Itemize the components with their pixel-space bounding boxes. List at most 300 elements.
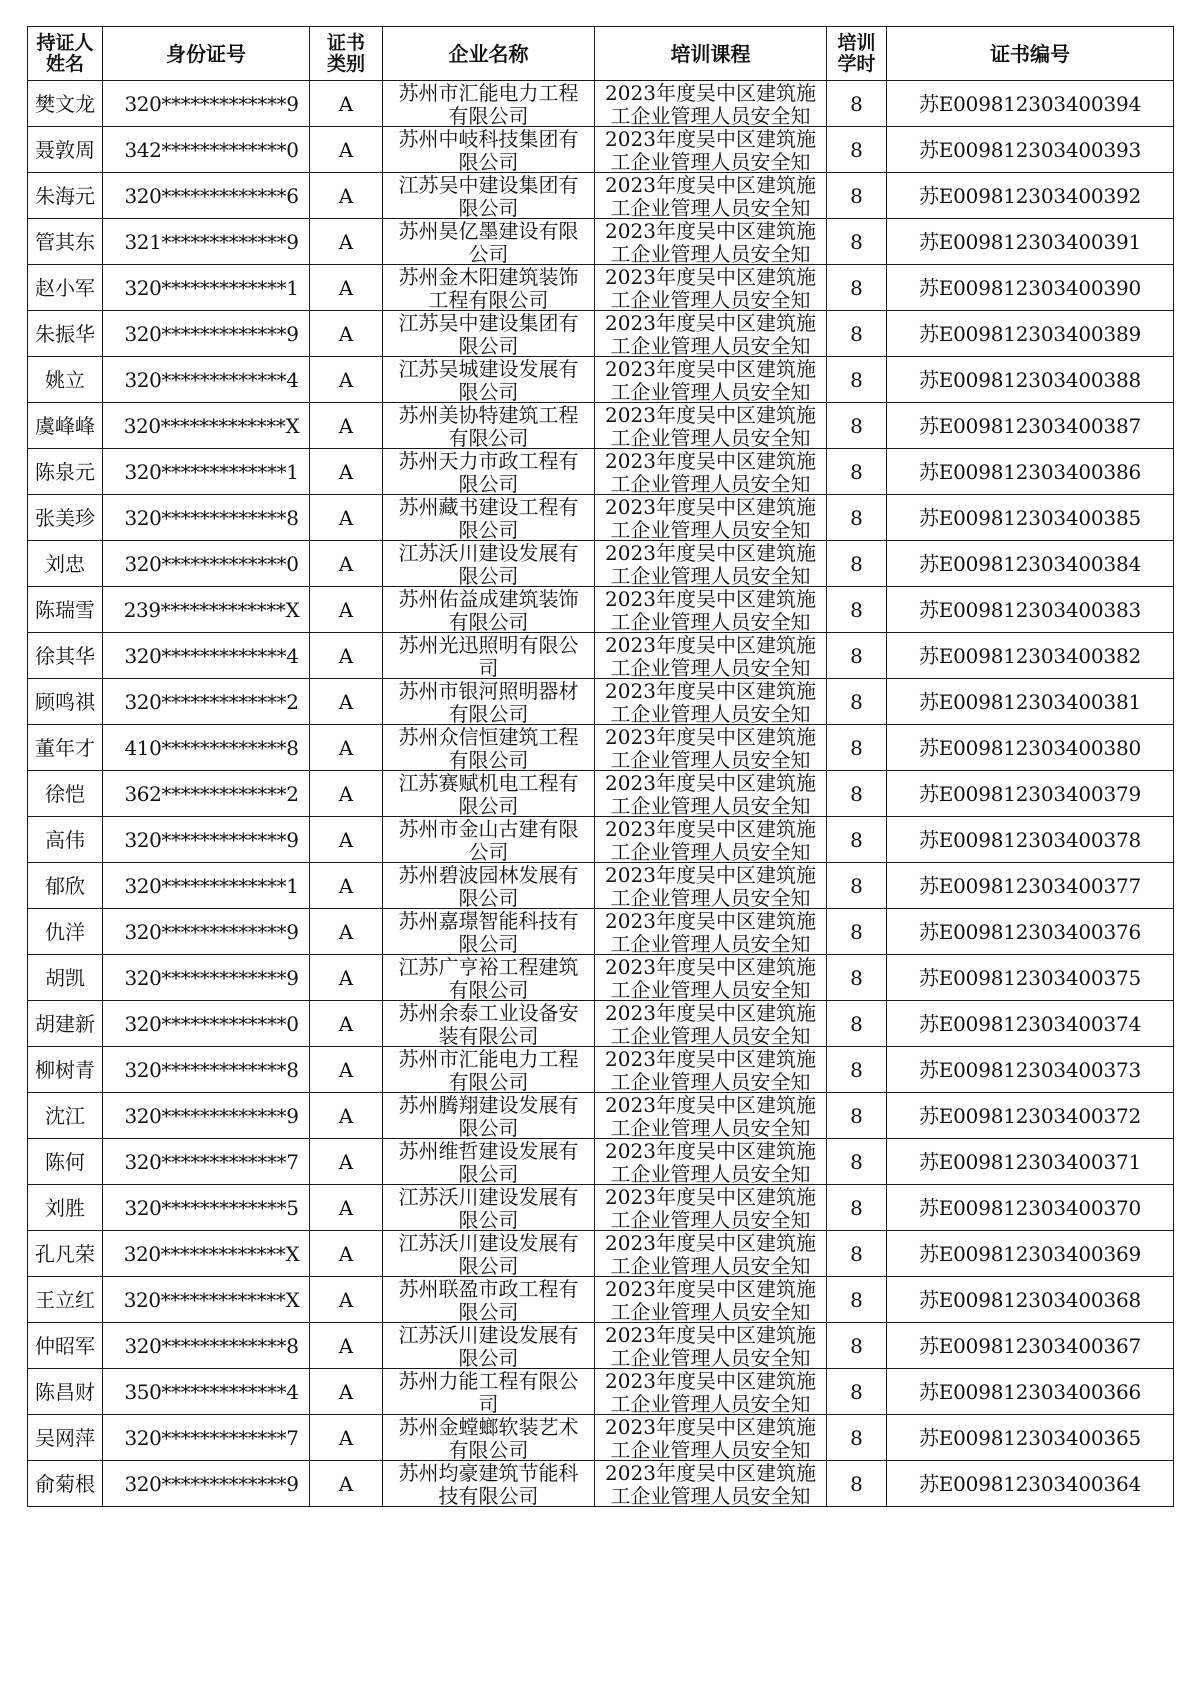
table-row	[28, 955, 1174, 1001]
holder-name-cell: 仇洋	[28, 909, 103, 955]
training-course-cell-text	[595, 1047, 826, 1092]
table-row	[28, 541, 1174, 587]
company-name-cell-line-1: 苏州中岐科技集团有	[398, 127, 579, 151]
training-course-cell	[595, 449, 827, 495]
table-row	[28, 1047, 1174, 1093]
company-name-cell	[383, 311, 595, 357]
training-course-cell-line-2: 工企业管理人员安全知	[610, 1484, 811, 1506]
company-name-cell-line-2: 限公司	[458, 1346, 519, 1368]
company-name-cell-text	[383, 1277, 594, 1322]
holder-name-cell: 陈何	[28, 1139, 103, 1185]
training-course-cell-line-2: 工企业管理人员安全知	[610, 656, 811, 678]
company-name-cell-text	[383, 1323, 594, 1368]
cert-category-cell: A	[310, 81, 383, 127]
company-name-cell-line-1: 江苏沃川建设发展有	[398, 1231, 579, 1255]
id-number-cell: 321*************9	[103, 219, 310, 265]
table-row	[28, 725, 1174, 771]
company-name-cell-text	[383, 1093, 594, 1138]
company-name-cell-line-1: 江苏沃川建设发展有	[398, 541, 579, 565]
company-name-cell	[383, 1093, 595, 1139]
training-hours-cell: 8	[827, 817, 887, 863]
id-number-cell: 320*************1	[103, 863, 310, 909]
company-name-cell-text	[383, 1139, 594, 1184]
company-name-cell-line-2: 限公司	[458, 886, 519, 908]
id-number-cell: 320*************4	[103, 633, 310, 679]
company-name-cell	[383, 1277, 595, 1323]
training-course-cell-text	[595, 587, 826, 632]
cert-category-cell: A	[310, 1185, 383, 1231]
training-course-cell-line-2: 工企业管理人员安全知	[610, 1116, 811, 1138]
training-course-cell-text	[595, 173, 826, 218]
company-name-cell-line-2: 技有限公司	[438, 1484, 539, 1506]
cert-number-cell: 苏E009812303400369	[887, 1231, 1174, 1277]
company-name-cell-line-2: 限公司	[458, 1300, 519, 1322]
training-course-cell-line-1: 2023年度吴中区建筑施	[605, 1415, 816, 1439]
table-row	[28, 219, 1174, 265]
cert-category-cell: A	[310, 449, 383, 495]
training-hours-cell: 8	[827, 955, 887, 1001]
company-name-cell-line-1: 苏州市银河照明器材	[398, 679, 579, 703]
training-course-cell-line-2: 工企业管理人员安全知	[610, 564, 811, 586]
cert-number-cell: 苏E009812303400364	[887, 1461, 1174, 1507]
header-company-name-label: 企业名称	[448, 41, 529, 66]
company-name-cell-line-2: 司	[478, 1392, 499, 1414]
company-name-cell-line-1: 苏州众信恒建筑工程	[398, 725, 579, 749]
cert-number-cell: 苏E009812303400386	[887, 449, 1174, 495]
training-course-cell-line-2: 工企业管理人员安全知	[610, 702, 811, 724]
training-course-cell-line-2: 工企业管理人员安全知	[610, 1254, 811, 1276]
table-row	[28, 863, 1174, 909]
training-course-cell-line-2: 工企业管理人员安全知	[610, 196, 811, 218]
training-course-cell	[595, 357, 827, 403]
training-course-cell-line-1: 2023年度吴中区建筑施	[605, 863, 816, 887]
holder-name-cell: 胡凯	[28, 955, 103, 1001]
id-number-cell: 320*************0	[103, 1001, 310, 1047]
training-course-cell	[595, 633, 827, 679]
company-name-cell-line-1: 江苏吴中建设集团有	[398, 311, 579, 335]
holder-name-cell: 陈瑞雪	[28, 587, 103, 633]
table-body	[28, 81, 1174, 1507]
training-course-cell-text	[595, 863, 826, 908]
holder-name-cell: 沈江	[28, 1093, 103, 1139]
id-number-cell: 342*************0	[103, 127, 310, 173]
training-hours-cell: 8	[827, 679, 887, 725]
header-cert-number	[887, 27, 1174, 81]
training-course-cell-line-2: 工企业管理人员安全知	[610, 518, 811, 540]
table-row	[28, 81, 1174, 127]
training-course-cell	[595, 1001, 827, 1047]
cert-number-cell: 苏E009812303400383	[887, 587, 1174, 633]
company-name-cell-text	[383, 449, 594, 494]
holder-name-cell: 徐恺	[28, 771, 103, 817]
id-number-cell: 320*************9	[103, 955, 310, 1001]
id-number-cell: 320*************1	[103, 265, 310, 311]
cert-number-cell: 苏E009812303400376	[887, 909, 1174, 955]
cert-number-cell: 苏E009812303400365	[887, 1415, 1174, 1461]
company-name-cell-text	[383, 311, 594, 356]
header-training-hours-label: 培训 学时	[837, 31, 876, 75]
cert-number-cell: 苏E009812303400385	[887, 495, 1174, 541]
company-name-cell	[383, 1231, 595, 1277]
company-name-cell-text	[383, 541, 594, 586]
company-name-cell	[383, 587, 595, 633]
table-row	[28, 771, 1174, 817]
training-course-cell-line-1: 2023年度吴中区建筑施	[605, 955, 816, 979]
company-name-cell-line-1: 江苏吴中建设集团有	[398, 173, 579, 197]
company-name-cell-line-1: 江苏沃川建设发展有	[398, 1185, 579, 1209]
table-row	[28, 587, 1174, 633]
training-hours-cell: 8	[827, 541, 887, 587]
company-name-cell	[383, 265, 595, 311]
training-course-cell-line-2: 工企业管理人员安全知	[610, 242, 811, 264]
company-name-cell-text	[383, 1185, 594, 1230]
table-row	[28, 173, 1174, 219]
cert-category-cell: A	[310, 1093, 383, 1139]
training-course-cell-line-1: 2023年度吴中区建筑施	[605, 1093, 816, 1117]
training-course-cell	[595, 1369, 827, 1415]
company-name-cell-line-2: 有限公司	[448, 1070, 529, 1092]
training-hours-cell: 8	[827, 311, 887, 357]
table-row	[28, 357, 1174, 403]
table-row	[28, 1093, 1174, 1139]
cert-number-cell: 苏E009812303400391	[887, 219, 1174, 265]
table-row	[28, 633, 1174, 679]
training-hours-cell: 8	[827, 725, 887, 771]
training-course-cell	[595, 541, 827, 587]
holder-name-cell: 陈泉元	[28, 449, 103, 495]
company-name-cell-line-1: 江苏赛赋机电工程有	[398, 771, 579, 795]
training-hours-cell: 8	[827, 1415, 887, 1461]
table-row	[28, 1323, 1174, 1369]
holder-name-cell: 姚立	[28, 357, 103, 403]
company-name-cell	[383, 1139, 595, 1185]
training-course-cell-line-2: 工企业管理人员安全知	[610, 104, 811, 126]
company-name-cell	[383, 357, 595, 403]
training-course-cell	[595, 265, 827, 311]
company-name-cell-text	[383, 1369, 594, 1414]
company-name-cell	[383, 127, 595, 173]
table-row	[28, 1369, 1174, 1415]
holder-name-cell: 朱海元	[28, 173, 103, 219]
company-name-cell-text	[383, 771, 594, 816]
training-course-cell-text	[595, 771, 826, 816]
id-number-cell: 320*************9	[103, 909, 310, 955]
company-name-cell-line-1: 江苏吴城建设发展有	[398, 357, 579, 381]
training-course-cell-line-1: 2023年度吴中区建筑施	[605, 771, 816, 795]
id-number-cell: 320*************6	[103, 173, 310, 219]
company-name-cell-line-1: 江苏广亨裕工程建筑	[398, 955, 579, 979]
training-course-cell-text	[595, 1461, 826, 1506]
training-course-cell-line-1: 2023年度吴中区建筑施	[605, 1139, 816, 1163]
training-hours-cell: 8	[827, 1093, 887, 1139]
company-name-cell-text	[383, 909, 594, 954]
company-name-cell	[383, 863, 595, 909]
training-hours-cell: 8	[827, 1323, 887, 1369]
header-training-course-label: 培训课程	[670, 41, 751, 66]
company-name-cell	[383, 1185, 595, 1231]
training-course-cell	[595, 1231, 827, 1277]
id-number-cell: 320*************8	[103, 1047, 310, 1093]
training-course-cell-line-1: 2023年度吴中区建筑施	[605, 1277, 816, 1301]
id-number-cell: 320*************7	[103, 1139, 310, 1185]
cert-category-cell: A	[310, 127, 383, 173]
training-course-cell-line-2: 工企业管理人员安全知	[610, 334, 811, 356]
training-course-cell-text	[595, 1231, 826, 1276]
training-course-cell-text	[595, 1323, 826, 1368]
company-name-cell-line-2: 有限公司	[448, 748, 529, 770]
header-cert-category	[310, 27, 383, 81]
holder-name-cell: 郁欣	[28, 863, 103, 909]
training-course-cell-text	[595, 357, 826, 402]
training-course-cell-text	[595, 127, 826, 172]
cert-category-cell: A	[310, 633, 383, 679]
company-name-cell-line-2: 限公司	[458, 196, 519, 218]
training-course-cell	[595, 219, 827, 265]
company-name-cell-line-2: 限公司	[458, 1116, 519, 1138]
training-course-cell-text	[595, 495, 826, 540]
training-course-cell-line-2: 工企业管理人员安全知	[610, 840, 811, 862]
cert-number-cell: 苏E009812303400378	[887, 817, 1174, 863]
company-name-cell-line-1: 苏州嘉璟智能科技有	[398, 909, 579, 933]
certificate-roster-table	[27, 26, 1174, 1507]
company-name-cell-line-1: 江苏沃川建设发展有	[398, 1323, 579, 1347]
company-name-cell-line-2: 公司	[468, 242, 509, 264]
company-name-cell-line-2: 有限公司	[448, 702, 529, 724]
company-name-cell	[383, 817, 595, 863]
training-hours-cell: 8	[827, 863, 887, 909]
training-course-cell-line-2: 工企业管理人员安全知	[610, 1070, 811, 1092]
cert-number-cell: 苏E009812303400379	[887, 771, 1174, 817]
training-course-cell-line-2: 工企业管理人员安全知	[610, 1162, 811, 1184]
training-course-cell-line-1: 2023年度吴中区建筑施	[605, 265, 816, 289]
cert-number-cell: 苏E009812303400387	[887, 403, 1174, 449]
training-course-cell	[595, 495, 827, 541]
id-number-cell: 320*************9	[103, 81, 310, 127]
training-course-cell-line-2: 工企业管理人员安全知	[610, 794, 811, 816]
company-name-cell	[383, 1001, 595, 1047]
id-number-cell: 320*************X	[103, 403, 310, 449]
table-row	[28, 1415, 1174, 1461]
training-hours-cell: 8	[827, 449, 887, 495]
company-name-cell	[383, 679, 595, 725]
company-name-cell-line-2: 工程有限公司	[428, 288, 549, 310]
cert-category-cell: A	[310, 1001, 383, 1047]
company-name-cell-text	[383, 1461, 594, 1506]
training-course-cell-line-1: 2023年度吴中区建筑施	[605, 541, 816, 565]
training-course-cell	[595, 81, 827, 127]
header-holder-name-label: 持证人 姓名	[36, 31, 94, 75]
id-number-cell: 320*************9	[103, 1093, 310, 1139]
training-course-cell-text	[595, 1093, 826, 1138]
company-name-cell-text	[383, 679, 594, 724]
cert-category-cell: A	[310, 771, 383, 817]
training-hours-cell: 8	[827, 403, 887, 449]
training-course-cell	[595, 1277, 827, 1323]
company-name-cell	[383, 1369, 595, 1415]
training-hours-cell: 8	[827, 909, 887, 955]
id-number-cell: 320*************X	[103, 1231, 310, 1277]
training-course-cell-text	[595, 1139, 826, 1184]
cert-category-cell: A	[310, 173, 383, 219]
company-name-cell	[383, 219, 595, 265]
holder-name-cell: 仲昭军	[28, 1323, 103, 1369]
cert-number-cell: 苏E009812303400392	[887, 173, 1174, 219]
cert-category-cell: A	[310, 1369, 383, 1415]
company-name-cell	[383, 1415, 595, 1461]
cert-number-cell: 苏E009812303400382	[887, 633, 1174, 679]
holder-name-cell: 柳树青	[28, 1047, 103, 1093]
cert-category-cell: A	[310, 909, 383, 955]
table-row	[28, 127, 1174, 173]
training-course-cell-line-2: 工企业管理人员安全知	[610, 472, 811, 494]
training-hours-cell: 8	[827, 587, 887, 633]
cert-number-cell: 苏E009812303400394	[887, 81, 1174, 127]
training-course-cell-line-1: 2023年度吴中区建筑施	[605, 1047, 816, 1071]
holder-name-cell: 刘胜	[28, 1185, 103, 1231]
company-name-cell-line-2: 限公司	[458, 150, 519, 172]
training-course-cell	[595, 1185, 827, 1231]
cert-number-cell: 苏E009812303400368	[887, 1277, 1174, 1323]
id-number-cell: 350*************4	[103, 1369, 310, 1415]
training-course-cell	[595, 863, 827, 909]
id-number-cell: 320*************2	[103, 679, 310, 725]
company-name-cell-line-2: 限公司	[458, 794, 519, 816]
training-course-cell	[595, 1323, 827, 1369]
holder-name-cell: 徐其华	[28, 633, 103, 679]
cert-number-cell: 苏E009812303400384	[887, 541, 1174, 587]
table-row	[28, 817, 1174, 863]
training-course-cell-line-2: 工企业管理人员安全知	[610, 1024, 811, 1046]
training-course-cell-text	[595, 219, 826, 264]
training-course-cell-text	[595, 1277, 826, 1322]
cert-category-cell: A	[310, 265, 383, 311]
training-hours-cell: 8	[827, 771, 887, 817]
holder-name-cell: 王立红	[28, 1277, 103, 1323]
id-number-cell: 320*************9	[103, 1461, 310, 1507]
header-id-number-label: 身份证号	[166, 41, 246, 66]
training-course-cell	[595, 587, 827, 633]
table-row	[28, 449, 1174, 495]
header-holder-name	[28, 27, 103, 81]
training-hours-cell: 8	[827, 1139, 887, 1185]
training-course-cell	[595, 1093, 827, 1139]
company-name-cell-text	[383, 1047, 594, 1092]
id-number-cell: 239*************X	[103, 587, 310, 633]
training-course-cell-line-1: 2023年度吴中区建筑施	[605, 817, 816, 841]
company-name-cell-line-2: 限公司	[458, 472, 519, 494]
company-name-cell-line-1: 苏州藏书建设工程有	[398, 495, 579, 519]
table-row	[28, 311, 1174, 357]
training-course-cell	[595, 955, 827, 1001]
cert-category-cell: A	[310, 1323, 383, 1369]
training-course-cell-text	[595, 1369, 826, 1414]
company-name-cell-text	[383, 265, 594, 310]
header-row	[28, 27, 1174, 81]
training-hours-cell: 8	[827, 1277, 887, 1323]
company-name-cell-text	[383, 863, 594, 908]
training-course-cell	[595, 909, 827, 955]
training-hours-cell: 8	[827, 1461, 887, 1507]
company-name-cell-line-1: 苏州市汇能电力工程	[398, 1047, 579, 1071]
training-course-cell-line-1: 2023年度吴中区建筑施	[605, 679, 816, 703]
company-name-cell-line-2: 有限公司	[448, 104, 529, 126]
cert-category-cell: A	[310, 1231, 383, 1277]
cert-category-cell: A	[310, 725, 383, 771]
holder-name-cell: 虞峰峰	[28, 403, 103, 449]
table-row	[28, 1231, 1174, 1277]
cert-number-cell: 苏E009812303400367	[887, 1323, 1174, 1369]
training-course-cell-line-2: 工企业管理人员安全知	[610, 932, 811, 954]
header-cert-number-label: 证书编号	[990, 41, 1070, 66]
cert-category-cell: A	[310, 219, 383, 265]
company-name-cell	[383, 633, 595, 679]
company-name-cell-line-1: 苏州天力市政工程有	[398, 449, 579, 473]
id-number-cell: 320*************5	[103, 1185, 310, 1231]
training-course-cell-line-2: 工企业管理人员安全知	[610, 1208, 811, 1230]
training-course-cell-text	[595, 265, 826, 310]
training-course-cell-line-2: 工企业管理人员安全知	[610, 978, 811, 1000]
cert-number-cell: 苏E009812303400373	[887, 1047, 1174, 1093]
training-course-cell-text	[595, 1415, 826, 1460]
holder-name-cell: 吴网萍	[28, 1415, 103, 1461]
cert-category-cell: A	[310, 863, 383, 909]
training-hours-cell: 8	[827, 357, 887, 403]
training-course-cell-line-1: 2023年度吴中区建筑施	[605, 495, 816, 519]
company-name-cell-line-2: 有限公司	[448, 610, 529, 632]
company-name-cell-text	[383, 1001, 594, 1046]
training-course-cell-line-1: 2023年度吴中区建筑施	[605, 311, 816, 335]
holder-name-cell: 刘忠	[28, 541, 103, 587]
training-course-cell-line-2: 工企业管理人员安全知	[610, 1438, 811, 1460]
training-course-cell	[595, 817, 827, 863]
company-name-cell-line-2: 公司	[468, 840, 509, 862]
cert-category-cell: A	[310, 403, 383, 449]
training-course-cell	[595, 311, 827, 357]
company-name-cell	[383, 81, 595, 127]
training-course-cell-text	[595, 909, 826, 954]
company-name-cell-text	[383, 725, 594, 770]
cert-number-cell: 苏E009812303400388	[887, 357, 1174, 403]
training-course-cell-line-2: 工企业管理人员安全知	[610, 1300, 811, 1322]
company-name-cell-line-2: 装有限公司	[438, 1024, 539, 1046]
company-name-cell-text	[383, 587, 594, 632]
cert-category-cell: A	[310, 495, 383, 541]
holder-name-cell: 顾鸣祺	[28, 679, 103, 725]
holder-name-cell: 赵小军	[28, 265, 103, 311]
table-header	[28, 27, 1174, 81]
training-course-cell-line-2: 工企业管理人员安全知	[610, 886, 811, 908]
company-name-cell-line-2: 司	[478, 656, 499, 678]
training-course-cell-text	[595, 725, 826, 770]
company-name-cell-line-1: 苏州市汇能电力工程	[398, 81, 579, 105]
table-row	[28, 1001, 1174, 1047]
cert-category-cell: A	[310, 1139, 383, 1185]
company-name-cell	[383, 403, 595, 449]
company-name-cell-line-1: 苏州腾翔建设发展有	[398, 1093, 579, 1117]
company-name-cell	[383, 173, 595, 219]
company-name-cell-text	[383, 173, 594, 218]
training-course-cell-text	[595, 81, 826, 126]
company-name-cell-line-1: 苏州佑益成建筑装饰	[398, 587, 579, 611]
holder-name-cell: 朱振华	[28, 311, 103, 357]
holder-name-cell: 高伟	[28, 817, 103, 863]
company-name-cell-line-1: 苏州美协特建筑工程	[398, 403, 579, 427]
company-name-cell-line-1: 苏州市金山古建有限	[398, 817, 579, 841]
id-number-cell: 320*************9	[103, 817, 310, 863]
id-number-cell: 362*************2	[103, 771, 310, 817]
training-hours-cell: 8	[827, 1231, 887, 1277]
training-course-cell-text	[595, 1001, 826, 1046]
